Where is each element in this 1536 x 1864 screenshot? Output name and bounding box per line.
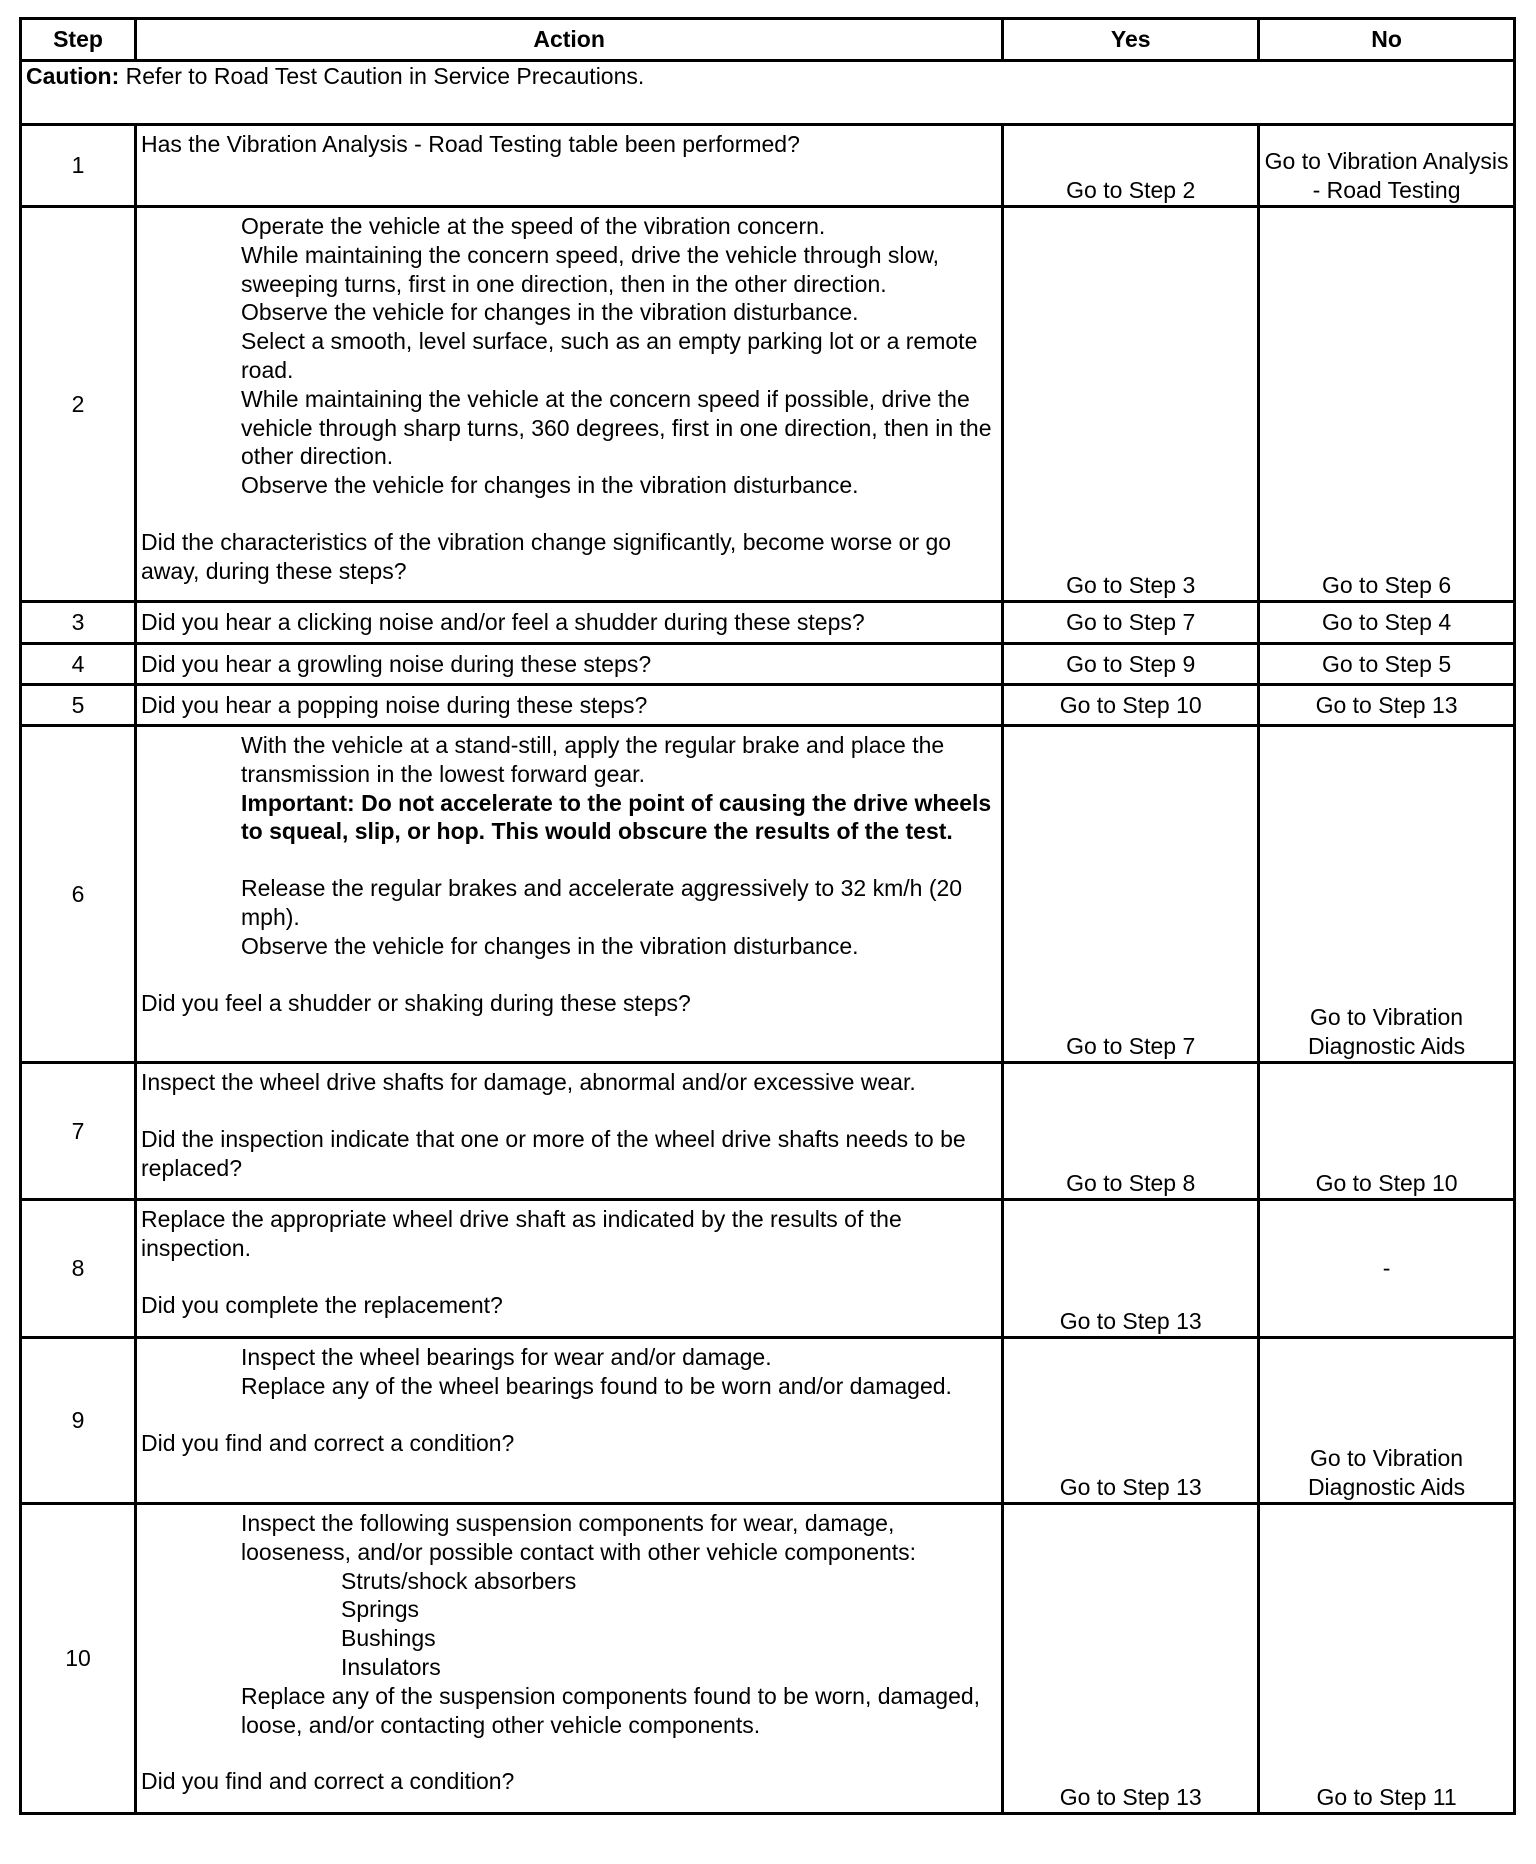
action-cell	[136, 125, 1003, 207]
yes-cell: Go to Step 13	[1003, 1200, 1259, 1338]
question-text: Did the characteristics of the vibration change significantly, become worse or go away, during these steps?	[141, 528, 952, 584]
yes-cell: Go to Step 13	[1003, 1504, 1259, 1814]
diagnostic-table	[19, 17, 1516, 1815]
instruction-line: Observe the vehicle for changes in the vibration disturbance.	[241, 472, 859, 499]
instruction-list	[141, 731, 997, 961]
no-cell: Go to Vibration Diagnostic Aids	[1259, 1338, 1515, 1504]
no-cell: Go to Step 10	[1259, 1063, 1515, 1200]
step-number: 3	[21, 602, 136, 644]
question-text: Did you find and correct a condition?	[141, 1429, 515, 1456]
step-number: 2	[21, 207, 136, 602]
instruction-line: While maintaining the concern speed, drive the vehicle through slow, sweeping turns, first in one direction, then in the other direction.	[241, 241, 940, 297]
table-row	[21, 1063, 1515, 1200]
instruction-line: Replace the appropriate wheel drive shaft as indicated by the results of the inspection.	[141, 1206, 902, 1261]
table-row	[21, 1338, 1515, 1504]
no-cell: Go to Step 13	[1259, 685, 1515, 726]
caution-row	[21, 61, 1515, 125]
header-action: Action	[136, 19, 1003, 61]
table-row	[21, 1504, 1515, 1814]
instruction-line: Replace any of the wheel bearings found to be worn and/or damaged.	[241, 1372, 952, 1399]
step-number: 7	[21, 1063, 136, 1200]
instruction-list	[141, 1682, 997, 1740]
instruction-line: Operate the vehicle at the speed of the vibration concern.	[241, 213, 826, 239]
list-item: Bushings	[341, 1625, 436, 1652]
action-cell	[136, 685, 1003, 726]
header-step: Step	[21, 19, 136, 61]
instruction-line: Release the regular brakes and accelerate aggressively to 32 km/h (20 mph).	[241, 875, 963, 930]
step-number: 6	[21, 726, 136, 1063]
no-cell: Go to Step 11	[1259, 1504, 1515, 1814]
table-row	[21, 726, 1515, 1063]
header-yes: Yes	[1003, 19, 1259, 61]
table-row	[21, 125, 1515, 207]
question-text: Did the inspection indicate that one or more of the wheel drive shafts needs to be replaced?	[141, 1125, 966, 1181]
list-item: Springs	[341, 1596, 419, 1623]
action-cell	[136, 644, 1003, 685]
yes-cell: Go to Step 2	[1003, 125, 1259, 207]
caution-cell	[21, 61, 1515, 125]
instruction-line: With the vehicle at a stand-still, apply the regular brake and place the transmission in the lowest forward gear.	[241, 732, 945, 787]
no-cell: Go to Vibration Diagnostic Aids	[1259, 726, 1515, 1063]
question-text: Did you complete the replacement?	[141, 1291, 503, 1318]
instruction-line: Select a smooth, level surface, such as an empty parking lot or a remote road.	[241, 328, 978, 383]
yes-cell: Go to Step 13	[1003, 1338, 1259, 1504]
yes-cell: Go to Step 7	[1003, 602, 1259, 644]
yes-cell: Go to Step 7	[1003, 726, 1259, 1063]
instruction-line: Observe the vehicle for changes in the vibration disturbance.	[241, 932, 859, 959]
question-text: Did you hear a clicking noise and/or feel a shudder during these steps?	[141, 609, 865, 636]
step-number: 5	[21, 685, 136, 726]
important-note: Important: Do not accelerate to the point of causing the drive wheels to squeal, slip, or hop. This would obscure the results of the test.	[241, 789, 992, 845]
table-row	[21, 602, 1515, 644]
instruction-line: Observe the vehicle for changes in the vibration disturbance.	[241, 299, 859, 326]
component-list	[141, 1567, 997, 1682]
step-number: 9	[21, 1338, 136, 1504]
action-cell	[136, 1063, 1003, 1200]
list-item: Insulators	[341, 1653, 441, 1680]
question-text: Did you feel a shudder or shaking during these steps?	[141, 989, 691, 1016]
table-row	[21, 685, 1515, 726]
list-item: Struts/shock absorbers	[341, 1567, 577, 1594]
instruction-line: Inspect the wheel bearings for wear and/or damage.	[241, 1344, 772, 1370]
action-cell	[136, 1338, 1003, 1504]
question-text: Did you hear a growling noise during these steps?	[141, 650, 652, 677]
table-row	[21, 1200, 1515, 1338]
table-row	[21, 207, 1515, 602]
step-number: 4	[21, 644, 136, 685]
no-cell: Go to Step 6	[1259, 207, 1515, 602]
yes-cell: Go to Step 10	[1003, 685, 1259, 726]
instruction-list	[141, 1343, 997, 1401]
instruction-line: Inspect the wheel drive shafts for damage, abnormal and/or excessive wear.	[141, 1069, 916, 1095]
action-cell	[136, 726, 1003, 1063]
action-cell	[136, 1200, 1003, 1338]
action-cell	[136, 602, 1003, 644]
question-text: Has the Vibration Analysis - Road Testing table been performed?	[141, 131, 800, 157]
header-row	[21, 19, 1515, 61]
step-number: 8	[21, 1200, 136, 1338]
header-no: No	[1259, 19, 1515, 61]
yes-cell: Go to Step 8	[1003, 1063, 1259, 1200]
step-number: 1	[21, 125, 136, 207]
question-text: Did you find and correct a condition?	[141, 1768, 515, 1795]
no-cell: Go to Step 4	[1259, 602, 1515, 644]
action-cell	[136, 207, 1003, 602]
caution-text: Refer to Road Test Caution in Service Precautions.	[119, 63, 645, 89]
instruction-list	[141, 212, 997, 500]
caution-label: Caution:	[26, 63, 120, 89]
no-cell: Go to Vibration Analysis - Road Testing	[1259, 125, 1515, 207]
question-text: Did you hear a popping noise during these steps?	[141, 691, 648, 718]
instruction-line: Replace any of the suspension components found to be worn, damaged, loose, and/or contacting other vehicle components.	[241, 1682, 981, 1738]
table-row	[21, 644, 1515, 685]
no-cell: Go to Step 5	[1259, 644, 1515, 685]
action-cell	[136, 1504, 1003, 1814]
no-cell: -	[1259, 1200, 1515, 1338]
instruction-list	[141, 1509, 997, 1567]
yes-cell: Go to Step 3	[1003, 207, 1259, 602]
instruction-line: While maintaining the vehicle at the concern speed if possible, drive the vehicle through sharp turns, 360 degrees, first in one direction, then in the other direction.	[241, 385, 992, 470]
step-number: 10	[21, 1504, 136, 1814]
yes-cell: Go to Step 9	[1003, 644, 1259, 685]
instruction-line: Inspect the following suspension components for wear, damage, looseness, and/or possible contact with other vehicle components:	[241, 1510, 917, 1565]
